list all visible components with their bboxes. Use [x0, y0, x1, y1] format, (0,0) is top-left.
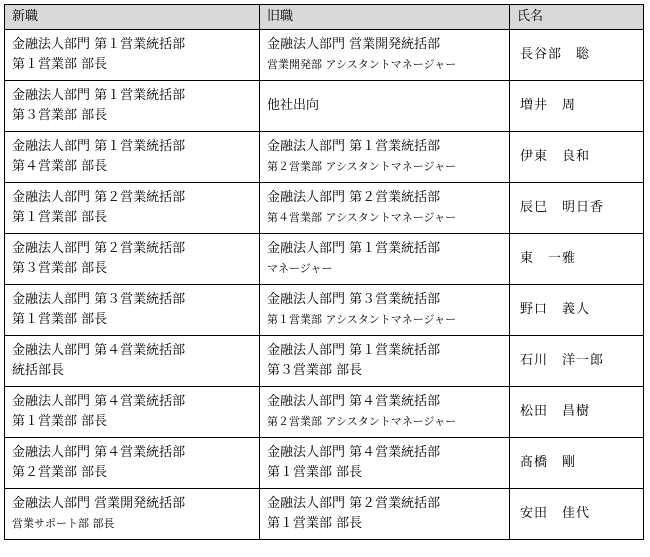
old-position-cell-line: 金融法人部門 営業開発統括部 — [267, 37, 441, 52]
new-position-cell-line: 金融法人部門 第１営業統括部 — [12, 37, 186, 52]
table-row — [5, 234, 644, 285]
new-position-cell — [5, 387, 260, 438]
new-position-cell-line: 金融法人部門 第４営業統括部 — [12, 445, 186, 460]
old-position-cell — [260, 387, 510, 438]
table-row — [5, 30, 644, 81]
personnel-table-wrapper — [4, 4, 644, 540]
new-position-cell-line: 統括部長 — [12, 363, 65, 378]
old-position-cell-line: 第２営業部 アシスタントマネージャー — [267, 415, 457, 428]
new-position-cell — [5, 234, 260, 285]
new-position-cell — [5, 81, 260, 132]
new-position-cell-line: 第１営業部 部長 — [12, 210, 108, 225]
new-position-cell-line: 金融法人部門 第３営業統括部 — [12, 292, 186, 307]
personnel-table — [4, 4, 644, 540]
new-position-cell-line: 第１営業部 部長 — [12, 57, 108, 72]
table-row — [5, 336, 644, 387]
table-row — [5, 183, 644, 234]
old-position-cell-line: 金融法人部門 第４営業統括部 — [267, 445, 441, 460]
header-name: 氏名 — [510, 5, 644, 30]
person-name-cell: 松田 昌樹 — [510, 387, 644, 438]
old-position-cell — [260, 336, 510, 387]
new-position-cell-line: 第３営業部 部長 — [12, 261, 108, 276]
new-position-cell — [5, 489, 260, 540]
new-position-cell — [5, 438, 260, 489]
header-new-position: 新職 — [5, 5, 260, 30]
old-position-cell-line: 金融法人部門 第１営業統括部 — [267, 343, 441, 358]
old-position-cell-line: 金融法人部門 第２営業統括部 — [267, 190, 441, 205]
new-position-cell-line: 金融法人部門 第２営業統括部 — [12, 241, 186, 256]
old-position-cell — [260, 183, 510, 234]
new-position-cell — [5, 285, 260, 336]
old-position-cell-line: 金融法人部門 第３営業統括部 — [267, 292, 441, 307]
new-position-cell-line: 金融法人部門 営業開発統括部 — [12, 496, 186, 511]
person-name-cell: 辰巳 明日香 — [510, 183, 644, 234]
person-name-cell: 野口 義人 — [510, 285, 644, 336]
old-position-cell-line: 他社出向 — [267, 98, 320, 113]
table-body — [5, 30, 644, 540]
old-position-cell-line: 金融法人部門 第２営業統括部 — [267, 496, 441, 511]
old-position-cell-line: 第４営業部 アシスタントマネージャー — [267, 211, 457, 224]
old-position-cell — [260, 81, 510, 132]
old-position-cell-line: 金融法人部門 第４営業統括部 — [267, 394, 441, 409]
new-position-cell-line: 営業サポート部 部長 — [12, 517, 115, 530]
new-position-cell-line: 第１営業部 部長 — [12, 312, 108, 327]
old-position-cell — [260, 132, 510, 183]
old-position-cell-line: 第１営業部 部長 — [267, 465, 363, 480]
table-row — [5, 285, 644, 336]
new-position-cell-line: 金融法人部門 第２営業統括部 — [12, 190, 186, 205]
new-position-cell-line: 金融法人部門 第４営業統括部 — [12, 394, 186, 409]
person-name-cell: 増井 周 — [510, 81, 644, 132]
new-position-cell — [5, 336, 260, 387]
header-old-position: 旧職 — [260, 5, 510, 30]
person-name-cell: 長谷部 聡 — [510, 30, 644, 81]
new-position-cell — [5, 132, 260, 183]
old-position-cell — [260, 234, 510, 285]
person-name-cell: 東 一雅 — [510, 234, 644, 285]
new-position-cell-line: 第１営業部 部長 — [12, 414, 108, 429]
old-position-cell-line: 営業開発部 アシスタントマネージャー — [267, 58, 457, 71]
old-position-cell — [260, 30, 510, 81]
table-row — [5, 489, 644, 540]
old-position-cell-line: マネージャー — [267, 262, 333, 275]
old-position-cell-line: 第１営業部 部長 — [267, 516, 363, 531]
old-position-cell-line: 第３営業部 部長 — [267, 363, 363, 378]
person-name-cell: 安田 佳代 — [510, 489, 644, 540]
new-position-cell — [5, 183, 260, 234]
new-position-cell-line: 第２営業部 部長 — [12, 465, 108, 480]
new-position-cell-line: 金融法人部門 第４営業統括部 — [12, 343, 186, 358]
table-row — [5, 132, 644, 183]
table-row — [5, 387, 644, 438]
new-position-cell — [5, 30, 260, 81]
old-position-cell — [260, 438, 510, 489]
table-row — [5, 81, 644, 132]
person-name-cell: 髙橋 剛 — [510, 438, 644, 489]
person-name-cell: 伊東 良和 — [510, 132, 644, 183]
old-position-cell-line: 金融法人部門 第１営業統括部 — [267, 241, 441, 256]
new-position-cell-line: 金融法人部門 第１営業統括部 — [12, 88, 186, 103]
old-position-cell-line: 第２営業部 アシスタントマネージャー — [267, 160, 457, 173]
old-position-cell-line: 金融法人部門 第１営業統括部 — [267, 139, 441, 154]
new-position-cell-line: 第３営業部 部長 — [12, 108, 108, 123]
header-row — [5, 5, 644, 30]
old-position-cell — [260, 285, 510, 336]
new-position-cell-line: 第４営業部 部長 — [12, 159, 108, 174]
table-row — [5, 438, 644, 489]
old-position-cell-line: 第１営業部 アシスタントマネージャー — [267, 313, 457, 326]
old-position-cell — [260, 489, 510, 540]
person-name-cell: 石川 洋一郎 — [510, 336, 644, 387]
new-position-cell-line: 金融法人部門 第１営業統括部 — [12, 139, 186, 154]
